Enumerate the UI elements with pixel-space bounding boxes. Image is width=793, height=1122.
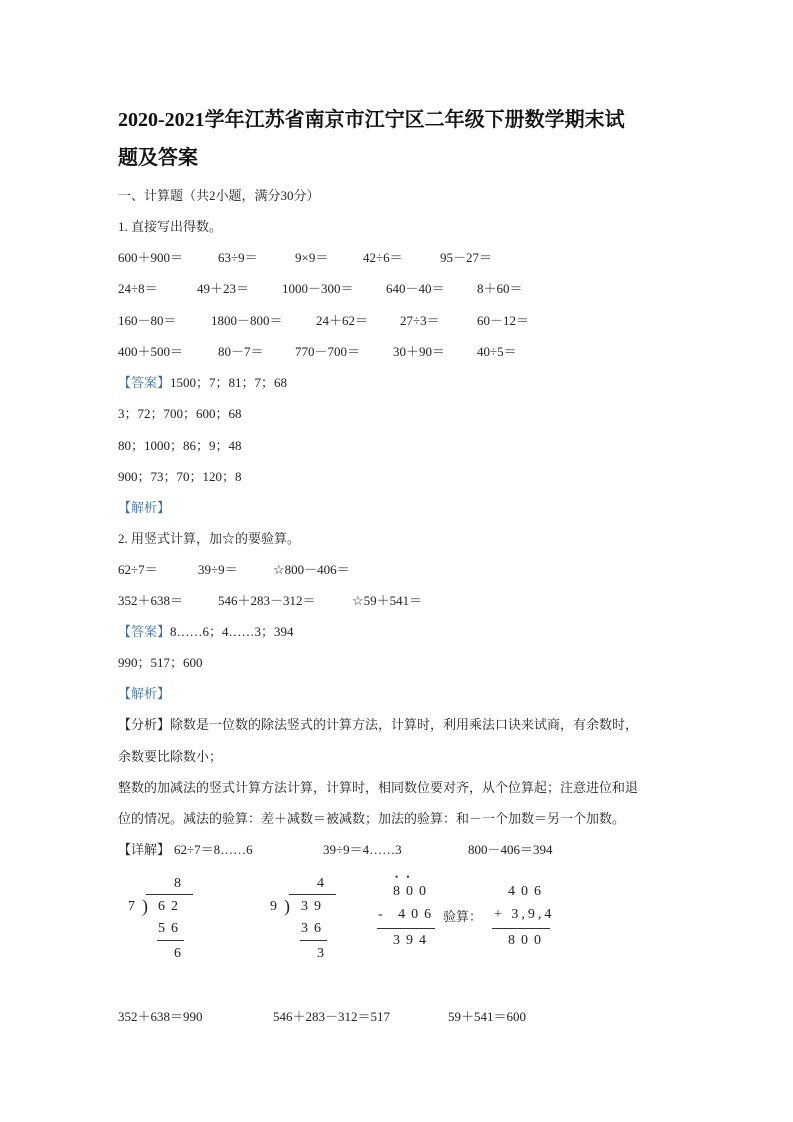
section-heading: 一、计算题（共2小题，满分30分） <box>118 188 320 203</box>
expr: 39÷9＝ <box>198 562 238 577</box>
detail-expr: 39÷9＝4……3 <box>323 842 402 857</box>
expr: 60－12＝ <box>477 313 530 328</box>
quotient: 8 <box>174 876 187 891</box>
answer-tag: 【答案】 <box>118 624 171 639</box>
answer-line: 80；1000；86；9；48 <box>118 438 242 453</box>
expr: 640－40＝ <box>386 281 445 296</box>
divisor: 7 <box>128 899 141 914</box>
doc-title-line2: 题及答案 <box>118 147 198 169</box>
expr: 49＋23＝ <box>197 281 250 296</box>
answer-line: 3；72；700；600；68 <box>118 406 242 421</box>
expr: 24÷8＝ <box>118 281 158 296</box>
doc-title-line1: 2020-2021学年江苏省南京市江宁区二年级下册数学期末试 <box>118 109 625 131</box>
answer-tag: 【答案】 <box>118 375 171 390</box>
check-label: 验算： <box>443 909 483 924</box>
minuend: 800 <box>393 884 432 899</box>
expr: 400＋500＝ <box>118 344 184 359</box>
expr: 9×9＝ <box>295 250 329 265</box>
division-bracket: ) <box>142 896 154 916</box>
expr: 95－27＝ <box>440 250 493 265</box>
product: 36 <box>301 921 327 936</box>
expr: ☆59＋541＝ <box>352 593 423 608</box>
difference: 394 <box>393 933 432 948</box>
expr: 62÷7＝ <box>118 562 158 577</box>
answer-line: 1500；7；81；7；68 <box>170 375 288 390</box>
divisor: 9 <box>270 899 283 914</box>
product: 56 <box>158 921 184 936</box>
detail-expr: 62÷7＝8……6 <box>174 842 253 857</box>
answer-line: 900；73；70；120；8 <box>118 469 242 484</box>
expr: ☆800－406＝ <box>273 562 350 577</box>
fenxi-line <box>118 717 638 733</box>
expr: 1800－800＝ <box>211 313 283 328</box>
expr: 63÷9＝ <box>218 250 258 265</box>
fenxi-line: 位的情况。减法的验算：差＋减数＝被减数；加法的验算：和－一个加数＝另一个加数。 <box>118 811 626 826</box>
q2-prompt: 2. 用竖式计算，加☆的要验算。 <box>118 531 301 546</box>
detail-expr: 800－406＝394 <box>468 842 553 857</box>
expr: 546＋283－312＝ <box>218 593 316 608</box>
result-expr: 546＋283－312＝517 <box>273 1009 391 1024</box>
q2-answer <box>118 624 294 640</box>
dividend: 39 <box>301 899 327 914</box>
expr: 30＋90＝ <box>393 344 446 359</box>
division-bracket: ) <box>284 896 296 916</box>
fenxi-tag: 【分析】 <box>118 717 171 732</box>
addend: 406 <box>508 884 547 899</box>
result-expr: 352＋638＝990 <box>118 1009 203 1024</box>
expr: 27÷3＝ <box>400 313 440 328</box>
subtrahend: - 406 <box>378 907 438 922</box>
expr: 352＋638＝ <box>118 593 184 608</box>
analysis-tag: 【解析】 <box>118 686 171 701</box>
result-expr: 59＋541＝600 <box>448 1009 527 1024</box>
expr: 42÷6＝ <box>363 250 403 265</box>
expr: 80－7＝ <box>218 344 264 359</box>
fenxi-line: 余数要比除数小； <box>118 749 223 764</box>
q1-prompt: 1. 直接写出得数。 <box>118 219 223 234</box>
answer-line: 990；517；600 <box>118 655 203 670</box>
answer-line: 8……6；4……3；394 <box>170 624 294 639</box>
detail-tag: 【详解】 <box>118 842 171 857</box>
dividend: 62 <box>158 899 184 914</box>
q1-answer <box>118 375 287 391</box>
expr: 24＋62＝ <box>316 313 369 328</box>
expr: 40÷5＝ <box>477 344 517 359</box>
expr: 1000－300＝ <box>282 281 354 296</box>
expr: 600＋900＝ <box>118 250 184 265</box>
sum: 800 <box>508 933 547 948</box>
quotient: 4 <box>317 876 330 891</box>
expr: 160－80＝ <box>118 313 177 328</box>
fenxi-text: 除数是一位数的除法竖式的计算方法，计算时，利用乘法口诀来试商，有余数时， <box>170 717 639 732</box>
analysis-tag: 【解析】 <box>118 500 171 515</box>
remainder: 3 <box>317 946 330 961</box>
addend: + 3,9,4 <box>494 907 555 922</box>
fenxi-line: 整数的加减法的竖式计算方法计算，计算时，相同数位要对齐，从个位算起；注意进位和退 <box>118 780 639 795</box>
expr: 8＋60＝ <box>477 281 523 296</box>
borrow-dots: • • <box>395 872 413 882</box>
expr: 770－700＝ <box>295 344 361 359</box>
remainder: 6 <box>174 946 187 961</box>
